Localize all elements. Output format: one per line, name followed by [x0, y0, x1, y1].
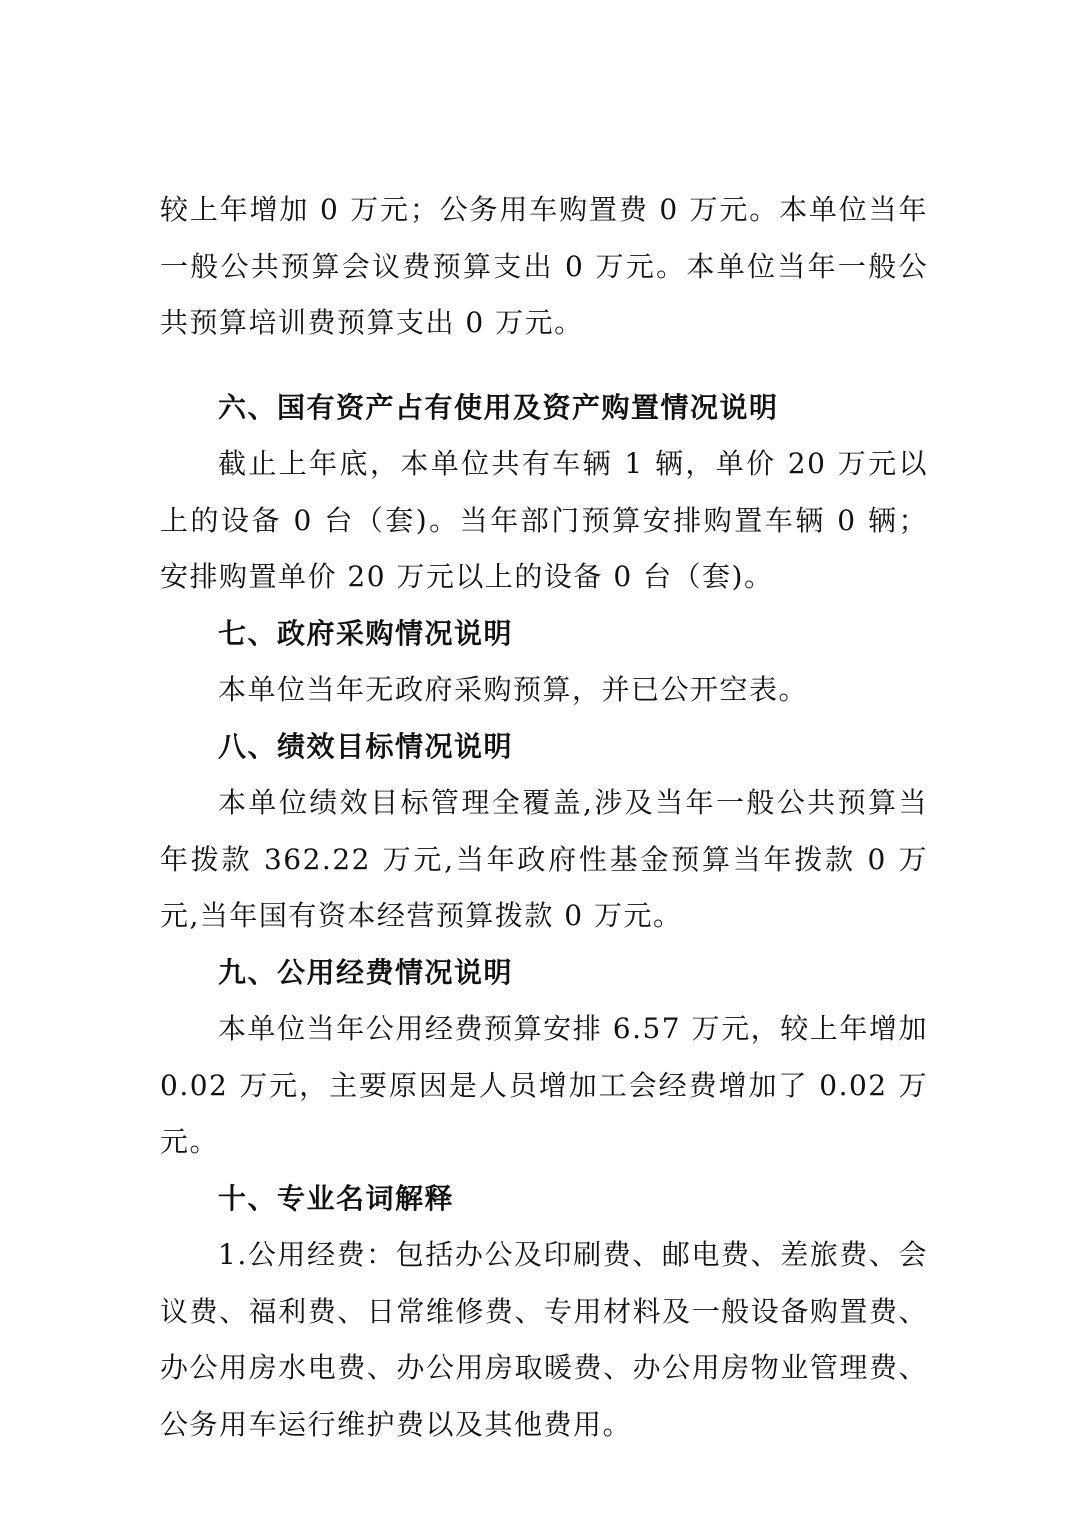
heading-state-assets: 六、国有资产占有使用及资产购置情况说明 — [218, 390, 779, 424]
paragraph-public-funds: 本单位当年公用经费预算安排 6.57 万元，较上年增加 0.02 万元，主要原因是人员增加工会经费增加了 0.02 万元。 — [160, 1012, 928, 1158]
paragraph-government-procurement: 本单位当年无政府采购预算，并已公开空表。 — [218, 673, 809, 706]
heading-glossary: 十、专业名词解释 — [218, 1181, 455, 1215]
heading-performance-goals: 八、绩效目标情况说明 — [218, 729, 514, 763]
heading-public-funds: 九、公用经费情况说明 — [218, 955, 514, 989]
paragraph-glossary-public-funds: 1.公用经费：包括办公及印刷费、邮电费、差旅费、会议费、福利费、日常维修费、专用材料及一般设备购置费、办公用房水电费、办公用房取暖费、办公用房物业管理费、公务用车运行维护费以及其他费用。 — [160, 1238, 928, 1441]
paragraph-state-assets: 截止上年底，本单位共有车辆 1 辆，单价 20 万元以上的设备 0 台（套)。当年部门预算安排购置车辆 0 辆；安排购置单价 20 万元以上的设备 0 台（套)。 — [160, 447, 928, 593]
paragraph-performance-goals: 本单位绩效目标管理全覆盖,涉及当年一般公共预算当年拨款 362.22 万元,当年政府性基金预算当年拨款 0 万元,当年国有资本经营预算拨款 0 万元。 — [160, 786, 928, 932]
heading-government-procurement: 七、政府采购情况说明 — [218, 616, 514, 650]
document-body — [160, 182, 928, 1453]
paragraph-vehicle-meeting-training: 较上年增加 0 万元；公务用车购置费 0 万元。本单位当年一般公共预算会议费预算支出 0 万元。本单位当年一般公共预算培训费预算支出 0 万元。 — [160, 193, 928, 339]
